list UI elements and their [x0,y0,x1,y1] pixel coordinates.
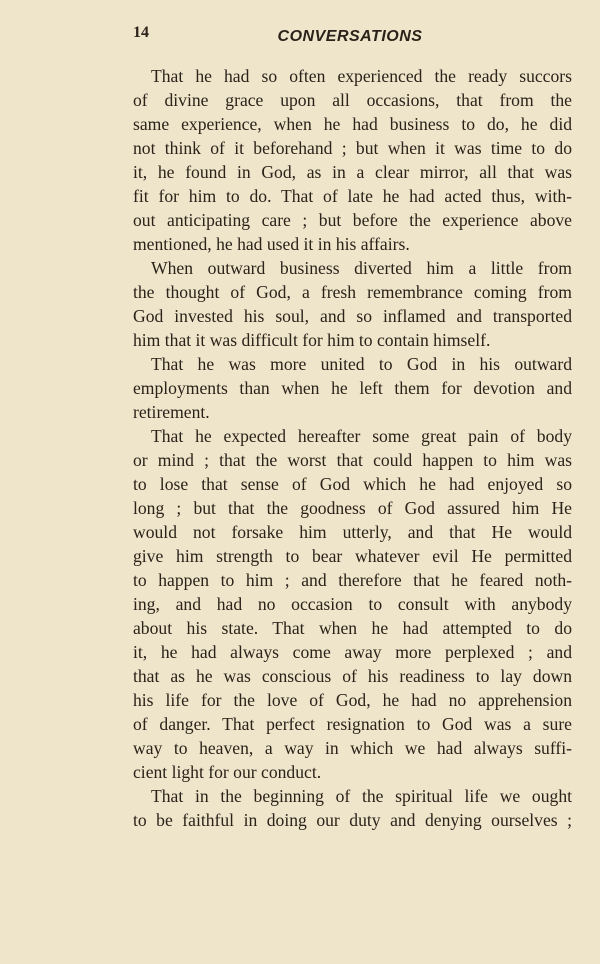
text-line: employments than when he left them for devotion and [133,378,572,398]
text-line: give him strength to bear whatever evil He permitted [133,546,572,566]
paragraph [133,424,572,784]
text-line: That he was more united to God in his outward [151,354,572,374]
text-line: That he expected hereafter some great pain of body [151,426,572,446]
text-line: out anticipating care ; but before the experience above [133,210,572,230]
text-line: it, he found in God, as in a clear mirror, all that was [133,162,572,182]
paragraph [133,64,572,256]
text-line: mentioned, he had used it in his affairs. [133,234,410,254]
text-line: or mind ; that the worst that could happen to him was [133,450,572,470]
text-line: to happen to him ; and therefore that he feared noth- [133,570,572,590]
text-line: would not forsake him utterly, and that He would [133,522,572,542]
text-line: of divine grace upon all occasions, that from the [133,90,572,110]
paragraph [133,256,572,352]
text-line: That he had so often experienced the ready succors [151,66,572,86]
text-line: fit for him to do. That of late he had acted thus, with- [133,186,572,206]
text-line: not think of it beforehand ; but when it was time to do [133,138,572,158]
text-line: the thought of God, a fresh remembrance coming from [133,282,572,302]
text-line: God invested his soul, and so inflamed and transported [133,306,572,326]
running-head: CONVERSATIONS [277,28,423,45]
text-line: cient light for our conduct. [133,762,322,782]
text-line: it, he had always come away more perplexed ; and [133,642,572,662]
text-line: long ; but that the goodness of God assured him He [133,498,572,518]
text-line: that as he was conscious of his readiness to lay down [133,666,572,686]
text-line: retirement. [133,402,210,422]
text-line: to be faithful in doing our duty and denying ourselves ; [133,810,572,830]
paragraph [133,784,572,832]
page-number: 14 [133,24,149,41]
text-line: way to heaven, a way in which we had always suffi- [133,738,572,758]
text-line: of danger. That perfect resignation to God was a sure [133,714,572,734]
page-body [133,64,572,832]
text-line: When outward business diverted him a little from [151,258,572,278]
text-line: his life for the love of God, he had no apprehension [133,690,572,710]
text-line: same experience, when he had business to do, he did [133,114,572,134]
text-line: him that it was difficult for him to contain himself. [133,330,491,350]
text-line: That in the beginning of the spiritual life we ought [151,786,572,806]
paragraph [133,352,572,424]
text-line: to lose that sense of God which he had enjoyed so [133,474,572,494]
text-line: about his state. That when he had attempted to do [133,618,572,638]
text-line: ing, and had no occasion to consult with anybody [133,594,572,614]
